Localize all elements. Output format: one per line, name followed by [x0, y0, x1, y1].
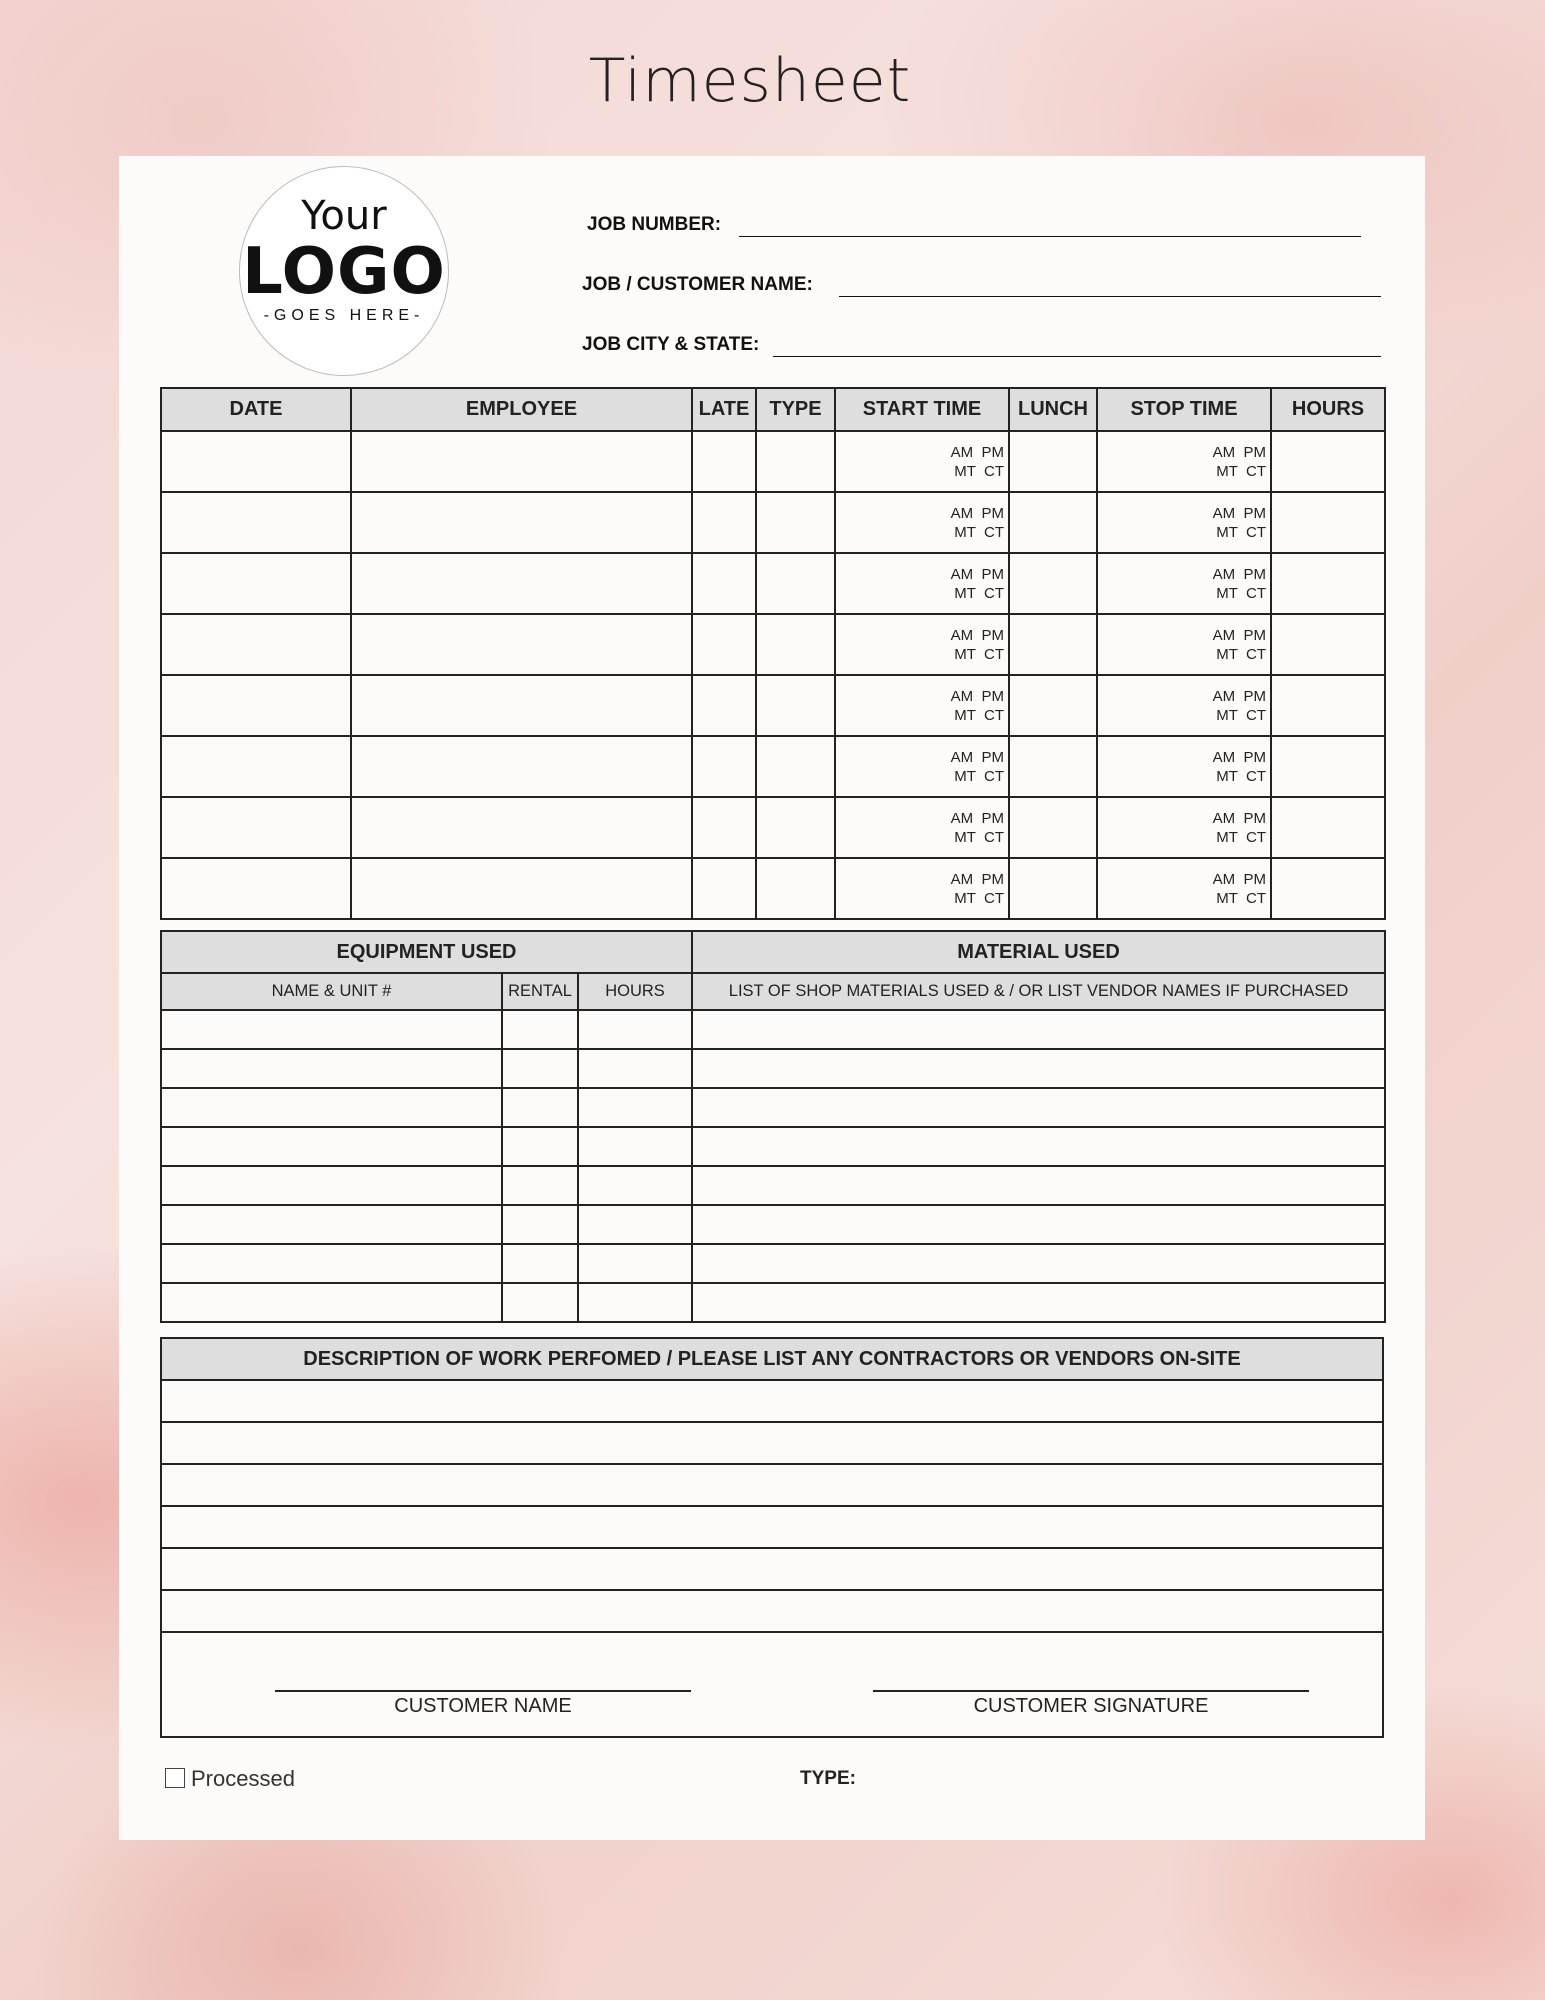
employee-cell[interactable]	[351, 797, 692, 858]
equipment-hours-header: HOURS	[578, 973, 692, 1010]
lunch-cell[interactable]	[1009, 614, 1097, 675]
material-cell[interactable]	[692, 1010, 1385, 1049]
type-cell[interactable]	[756, 675, 835, 736]
page-title: Timesheet	[588, 46, 912, 116]
hours-cell[interactable]	[1271, 736, 1385, 797]
date-cell[interactable]	[161, 492, 351, 553]
mt-ct-option[interactable]: MT CT	[954, 828, 1004, 846]
late-cell[interactable]	[692, 858, 756, 919]
type-cell[interactable]	[756, 858, 835, 919]
start-time-cell[interactable]	[835, 492, 1009, 553]
lunch-cell[interactable]	[1009, 858, 1097, 919]
header-employee: EMPLOYEE	[351, 388, 692, 431]
job-number-field[interactable]	[587, 214, 721, 236]
mt-ct-option[interactable]: MT CT	[954, 462, 1004, 480]
table-row	[161, 1166, 1385, 1205]
table-row	[161, 1283, 1385, 1322]
date-cell[interactable]	[161, 431, 351, 492]
date-cell[interactable]	[161, 553, 351, 614]
lunch-cell[interactable]	[1009, 675, 1097, 736]
lunch-cell[interactable]	[1009, 553, 1097, 614]
equipment-name-cell[interactable]	[161, 1244, 502, 1283]
lunch-cell[interactable]	[1009, 736, 1097, 797]
footer-type-label: TYPE:	[800, 1768, 856, 1789]
header-stop-time: STOP TIME	[1097, 388, 1271, 431]
hours-cell[interactable]	[1271, 614, 1385, 675]
am-pm-option[interactable]: AM PM	[1212, 748, 1266, 766]
stop-time-cell[interactable]	[1097, 492, 1271, 553]
mt-ct-option[interactable]: MT CT	[954, 889, 1004, 907]
am-pm-option[interactable]: AM PM	[950, 504, 1004, 522]
equipment-material-table	[160, 930, 1386, 1323]
am-pm-option[interactable]: AM PM	[950, 687, 1004, 705]
mt-ct-option[interactable]: MT CT	[1216, 645, 1266, 663]
logo-placeholder	[239, 166, 449, 376]
job-customer-name-field[interactable]	[582, 274, 813, 296]
equipment-name-cell[interactable]	[161, 1010, 502, 1049]
description-cell[interactable]	[161, 1506, 1383, 1548]
table-row	[161, 553, 1385, 614]
logo-text-logo: LOGO	[242, 235, 446, 309]
start-time-cell[interactable]	[835, 431, 1009, 492]
customer-signature-label: CUSTOMER SIGNATURE	[973, 1695, 1209, 1717]
am-pm-option[interactable]: AM PM	[1212, 687, 1266, 705]
lunch-cell[interactable]	[1009, 797, 1097, 858]
equipment-hours-cell[interactable]	[578, 1049, 692, 1088]
lunch-cell[interactable]	[1009, 431, 1097, 492]
am-pm-option[interactable]: AM PM	[1212, 870, 1266, 888]
date-cell[interactable]	[161, 675, 351, 736]
table-row	[161, 858, 1385, 919]
job-number-line[interactable]	[739, 236, 1361, 237]
late-cell[interactable]	[692, 553, 756, 614]
table-row	[161, 1010, 1385, 1049]
equipment-rental-cell[interactable]	[502, 1088, 578, 1127]
logo-text-goes-here: -GOES HERE-	[263, 307, 425, 324]
late-cell[interactable]	[692, 492, 756, 553]
start-time-cell[interactable]	[835, 858, 1009, 919]
late-cell[interactable]	[692, 614, 756, 675]
stop-time-cell[interactable]	[1097, 797, 1271, 858]
date-cell[interactable]	[161, 858, 351, 919]
equipment-name-cell[interactable]	[161, 1049, 502, 1088]
equipment-hours-cell[interactable]	[578, 1088, 692, 1127]
description-table	[160, 1337, 1384, 1738]
equipment-name-cell[interactable]	[161, 1205, 502, 1244]
hours-cell[interactable]	[1271, 492, 1385, 553]
equipment-rental-cell[interactable]	[502, 1244, 578, 1283]
start-time-cell[interactable]	[835, 675, 1009, 736]
type-cell[interactable]	[756, 431, 835, 492]
employee-cell[interactable]	[351, 614, 692, 675]
equipment-name-unit-header: NAME & UNIT #	[161, 973, 502, 1010]
table-row	[161, 1088, 1385, 1127]
processed-checkbox[interactable]	[165, 1768, 185, 1788]
table-row	[161, 736, 1385, 797]
header-hours: HOURS	[1271, 388, 1385, 431]
type-cell[interactable]	[756, 736, 835, 797]
description-cell[interactable]	[161, 1464, 1383, 1506]
equipment-name-cell[interactable]	[161, 1127, 502, 1166]
am-pm-option[interactable]: AM PM	[1212, 443, 1266, 461]
mt-ct-option[interactable]: MT CT	[1216, 523, 1266, 541]
mt-ct-option[interactable]: MT CT	[1216, 828, 1266, 846]
stop-time-cell[interactable]	[1097, 858, 1271, 919]
header-start-time: START TIME	[835, 388, 1009, 431]
table-row	[161, 1205, 1385, 1244]
table-row	[161, 1244, 1385, 1283]
description-cell[interactable]	[161, 1548, 1383, 1590]
am-pm-option[interactable]: AM PM	[950, 748, 1004, 766]
material-cell[interactable]	[692, 1166, 1385, 1205]
start-time-cell[interactable]	[835, 553, 1009, 614]
mt-ct-option[interactable]: MT CT	[954, 645, 1004, 663]
mt-ct-option[interactable]: MT CT	[1216, 462, 1266, 480]
start-time-cell[interactable]	[835, 797, 1009, 858]
employee-cell[interactable]	[351, 736, 692, 797]
mt-ct-option[interactable]: MT CT	[954, 767, 1004, 785]
customer-name-label: CUSTOMER NAME	[394, 1695, 572, 1717]
description-cell[interactable]	[161, 1380, 1383, 1422]
am-pm-option[interactable]: AM PM	[950, 870, 1004, 888]
employee-cell[interactable]	[351, 553, 692, 614]
hours-cell[interactable]	[1271, 431, 1385, 492]
equipment-hours-cell[interactable]	[578, 1010, 692, 1049]
equipment-rental-cell[interactable]	[502, 1205, 578, 1244]
material-cell[interactable]	[692, 1088, 1385, 1127]
date-cell[interactable]	[161, 797, 351, 858]
am-pm-option[interactable]: AM PM	[1212, 809, 1266, 827]
material-cell[interactable]	[692, 1127, 1385, 1166]
equipment-used-header: EQUIPMENT USED	[161, 931, 692, 973]
material-cell[interactable]	[692, 1244, 1385, 1283]
late-cell[interactable]	[692, 675, 756, 736]
equipment-name-cell[interactable]	[161, 1166, 502, 1205]
equipment-rental-header: RENTAL	[502, 973, 578, 1010]
equipment-name-cell[interactable]	[161, 1283, 502, 1322]
header-late: LATE	[692, 388, 756, 431]
mt-ct-option[interactable]: MT CT	[1216, 584, 1266, 602]
description-cell[interactable]	[161, 1590, 1383, 1632]
equipment-hours-cell[interactable]	[578, 1205, 692, 1244]
material-cell[interactable]	[692, 1205, 1385, 1244]
equipment-name-cell[interactable]	[161, 1088, 502, 1127]
time-table-header-row	[161, 388, 1385, 431]
mt-ct-option[interactable]: MT CT	[1216, 706, 1266, 724]
table-row	[161, 431, 1385, 492]
job-customer-name-label: JOB / CUSTOMER NAME:	[582, 274, 813, 295]
am-pm-option[interactable]: AM PM	[950, 443, 1004, 461]
type-cell[interactable]	[756, 492, 835, 553]
am-pm-option[interactable]: AM PM	[950, 565, 1004, 583]
hours-cell[interactable]	[1271, 675, 1385, 736]
table-row	[161, 1049, 1385, 1088]
material-cell[interactable]	[692, 1283, 1385, 1322]
am-pm-option[interactable]: AM PM	[1212, 626, 1266, 644]
am-pm-option[interactable]: AM PM	[1212, 504, 1266, 522]
customer-name-line[interactable]	[275, 1690, 691, 1692]
description-line	[161, 1590, 1383, 1632]
employee-cell[interactable]	[351, 492, 692, 553]
logo-text-your: Your	[301, 193, 387, 239]
table-row	[161, 1127, 1385, 1166]
equipment-hours-cell[interactable]	[578, 1127, 692, 1166]
description-line	[161, 1548, 1383, 1590]
description-line	[161, 1506, 1383, 1548]
hours-cell[interactable]	[1271, 858, 1385, 919]
description-line	[161, 1464, 1383, 1506]
hours-cell[interactable]	[1271, 797, 1385, 858]
type-cell[interactable]	[756, 553, 835, 614]
header-date: DATE	[161, 388, 351, 431]
table-row	[161, 797, 1385, 858]
processed-checkbox-group[interactable]	[165, 1766, 295, 1792]
job-number-label: JOB NUMBER:	[587, 214, 722, 235]
date-cell[interactable]	[161, 614, 351, 675]
material-used-header: MATERIAL USED	[692, 931, 1385, 973]
stop-time-cell[interactable]	[1097, 736, 1271, 797]
table-row	[161, 614, 1385, 675]
time-entries-table	[160, 387, 1386, 920]
equipment-hours-cell[interactable]	[578, 1244, 692, 1283]
mt-ct-option[interactable]: MT CT	[1216, 767, 1266, 785]
table-row	[161, 675, 1385, 736]
late-cell[interactable]	[692, 736, 756, 797]
employee-cell[interactable]	[351, 431, 692, 492]
equipment-rental-cell[interactable]	[502, 1166, 578, 1205]
stop-time-cell[interactable]	[1097, 553, 1271, 614]
employee-cell[interactable]	[351, 675, 692, 736]
am-pm-option[interactable]: AM PM	[1212, 565, 1266, 583]
material-list-header: LIST OF SHOP MATERIALS USED & / OR LIST VENDOR NAMES IF PURCHASED	[692, 973, 1385, 1010]
mt-ct-option[interactable]: MT CT	[954, 523, 1004, 541]
equipment-rental-cell[interactable]	[502, 1127, 578, 1166]
stop-time-cell[interactable]	[1097, 614, 1271, 675]
start-time-cell[interactable]	[835, 614, 1009, 675]
hours-cell[interactable]	[1271, 553, 1385, 614]
table-row	[161, 492, 1385, 553]
description-header: DESCRIPTION OF WORK PERFOMED / PLEASE LIST ANY CONTRACTORS OR VENDORS ON-SITE	[161, 1338, 1383, 1380]
equipment-rental-cell[interactable]	[502, 1283, 578, 1322]
material-cell[interactable]	[692, 1049, 1385, 1088]
job-customer-name-line[interactable]	[839, 296, 1381, 297]
start-time-cell[interactable]	[835, 736, 1009, 797]
processed-label: Processed	[191, 1766, 295, 1791]
signature-area	[161, 1632, 1383, 1737]
header-lunch: LUNCH	[1009, 388, 1097, 431]
customer-signature-line[interactable]	[873, 1690, 1309, 1692]
description-line	[161, 1422, 1383, 1464]
employee-cell[interactable]	[351, 858, 692, 919]
date-cell[interactable]	[161, 736, 351, 797]
description-cell[interactable]	[161, 1422, 1383, 1464]
late-cell[interactable]	[692, 431, 756, 492]
am-pm-option[interactable]: AM PM	[950, 626, 1004, 644]
type-cell[interactable]	[756, 614, 835, 675]
late-cell[interactable]	[692, 797, 756, 858]
type-cell[interactable]	[756, 797, 835, 858]
equipment-rental-cell[interactable]	[502, 1010, 578, 1049]
am-pm-option[interactable]: AM PM	[950, 809, 1004, 827]
timesheet-form	[119, 156, 1425, 1840]
equipment-rental-cell[interactable]	[502, 1049, 578, 1088]
equipment-hours-cell[interactable]	[578, 1283, 692, 1322]
description-line	[161, 1380, 1383, 1422]
stop-time-cell[interactable]	[1097, 675, 1271, 736]
mt-ct-option[interactable]: MT CT	[954, 584, 1004, 602]
job-city-state-label: JOB CITY & STATE:	[582, 334, 760, 355]
lunch-cell[interactable]	[1009, 492, 1097, 553]
header-type: TYPE	[756, 388, 835, 431]
mt-ct-option[interactable]: MT CT	[954, 706, 1004, 724]
equipment-hours-cell[interactable]	[578, 1166, 692, 1205]
job-city-state-line[interactable]	[773, 356, 1381, 357]
mt-ct-option[interactable]: MT CT	[1216, 889, 1266, 907]
stop-time-cell[interactable]	[1097, 431, 1271, 492]
job-city-state-field[interactable]	[582, 334, 759, 356]
